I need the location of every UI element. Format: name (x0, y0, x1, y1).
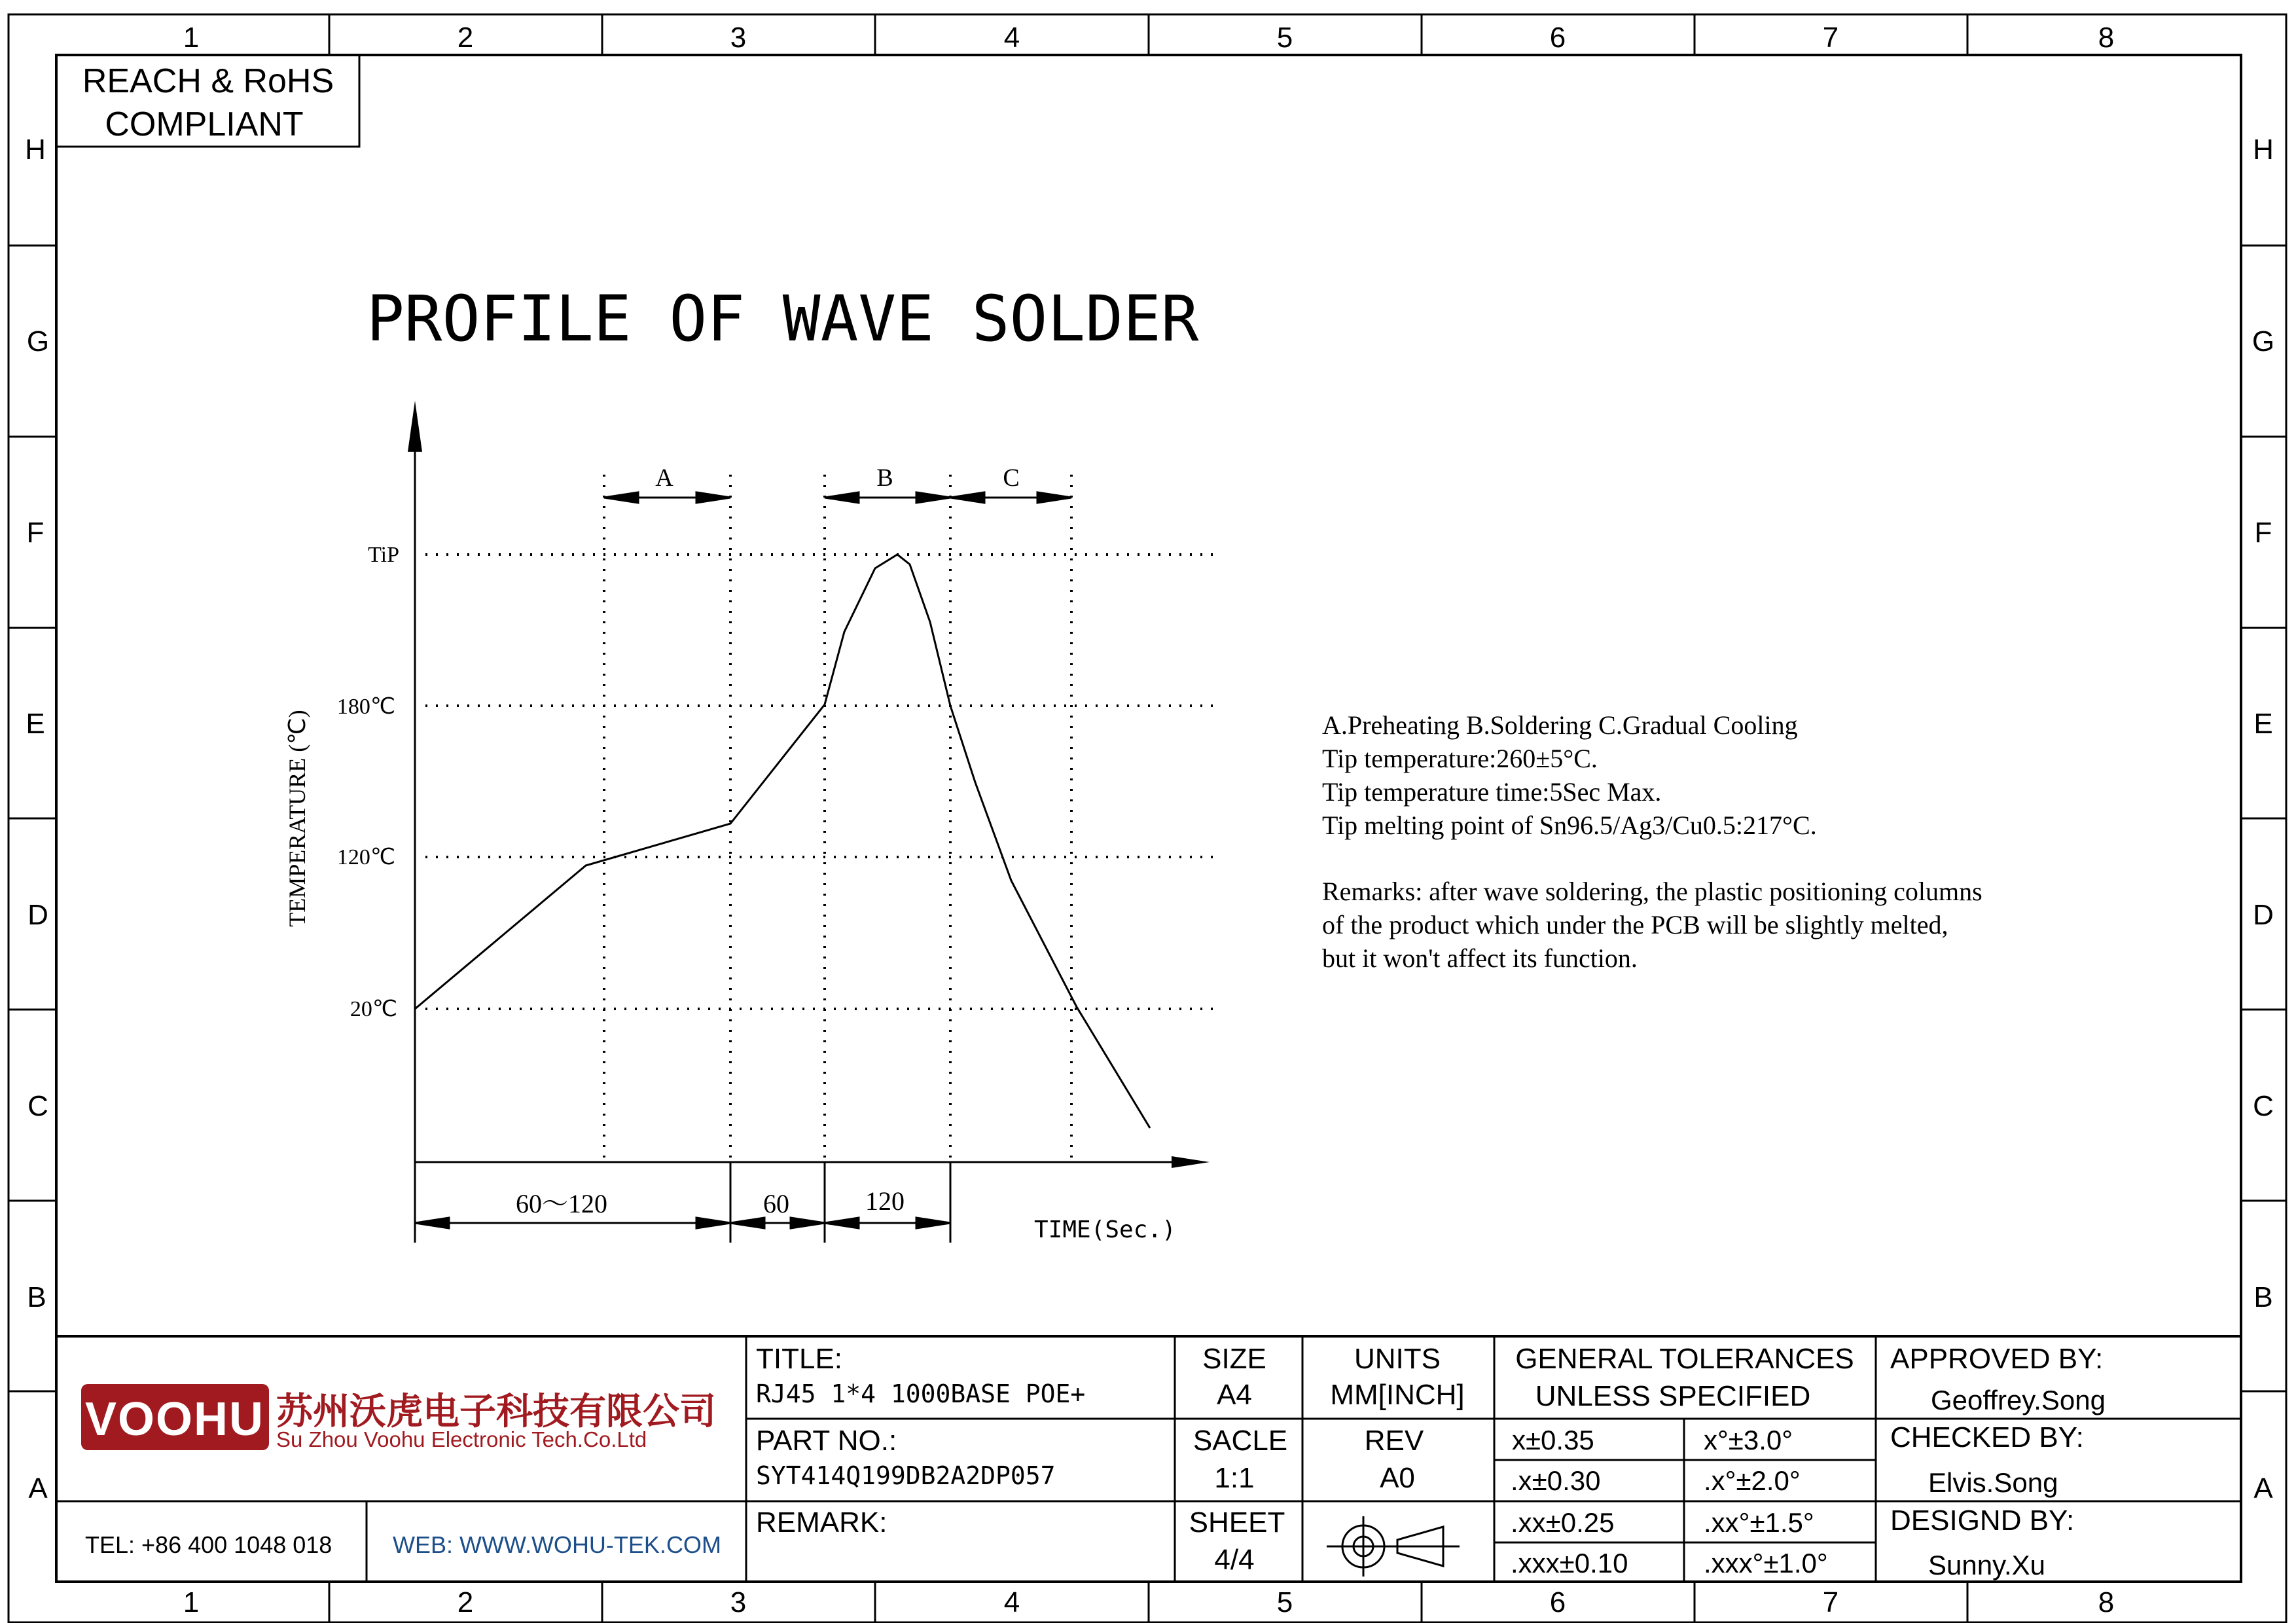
checked-label: CHECKED BY: (1890, 1421, 2084, 1453)
col-label-1-bottom: 1 (183, 1586, 200, 1618)
row-label-C-right: C (2253, 1090, 2274, 1122)
part-number-label: PART NO.: (756, 1425, 897, 1457)
row-label-F-right: F (2254, 517, 2272, 549)
company-name-en: Su Zhou Voohu Electronic Tech.Co.Ltd (276, 1427, 647, 1451)
company-name-cn: 苏州沃虎电子科技有限公司 (276, 1391, 716, 1432)
x-axis-label: TIME(Sec.) (1034, 1216, 1176, 1243)
units-value: MM[INCH] (1330, 1379, 1465, 1411)
tel-number: TEL: +86 400 1048 018 (85, 1531, 332, 1558)
badge-line-2: COMPLIANT (105, 105, 304, 143)
temp-label-120: 120℃ (336, 845, 395, 869)
tolerance-linear-3: .xxx±0.10 (1511, 1548, 1628, 1578)
zone-label-c: C (1003, 464, 1020, 492)
row-label-A-right: A (2253, 1472, 2273, 1504)
zone-label-a: A (655, 464, 673, 492)
note-line-4: Tip melting point of Sn96.5/Ag3/Cu0.5:217°C. (1322, 811, 1817, 840)
voohu-logo (81, 1384, 269, 1450)
remark-line-3: but it won't affect its function. (1322, 943, 1638, 973)
row-label-C: C (27, 1090, 48, 1122)
note-line-1: A.Preheating B.Soldering C.Gradual Cooling (1322, 710, 1798, 740)
zone-arrows (604, 492, 1071, 503)
designed-value: Sunny.Xu (1928, 1550, 2046, 1580)
col-label-2: 2 (457, 22, 474, 54)
tolerances-title-2: UNLESS SPECIFIED (1535, 1380, 1811, 1412)
drawing-title: PROFILE OF WAVE SOLDER (367, 282, 1199, 356)
row-label-B-right: B (2253, 1281, 2273, 1313)
process-notes (1322, 710, 1982, 973)
col-label-4-bottom: 4 (1003, 1586, 1020, 1618)
col-label-7: 7 (1822, 22, 1839, 54)
outer-frame (9, 14, 2286, 1622)
projection-symbol-icon (1327, 1516, 1460, 1577)
time-segment-3: 120 (865, 1186, 905, 1216)
y-axis-label: TEMPERATURE (℃) (284, 710, 310, 927)
size-value: A4 (1217, 1379, 1252, 1411)
col-label-6: 6 (1549, 22, 1566, 54)
col-label-1: 1 (183, 22, 200, 54)
time-segment-2: 60 (763, 1189, 789, 1218)
badge-line-1: REACH & RoHS (82, 62, 334, 100)
col-label-3: 3 (730, 22, 747, 54)
approved-label: APPROVED BY: (1890, 1343, 2104, 1375)
row-label-G-right: G (2251, 325, 2275, 357)
tolerance-angle-1: .x°±2.0° (1704, 1465, 1801, 1496)
row-label-G: G (26, 325, 50, 357)
row-label-H-right: H (2253, 134, 2274, 166)
rev-label: REV (1364, 1425, 1424, 1457)
scale-value: 1:1 (1214, 1462, 1255, 1494)
website-link[interactable]: WEB: WWW.WOHU-TEK.COM (393, 1531, 721, 1558)
y-axis-arrow (408, 401, 422, 452)
checked-value: Elvis.Song (1928, 1467, 2058, 1498)
time-segment-1: 60～120 (516, 1189, 607, 1218)
tolerance-linear-0: x±0.35 (1512, 1425, 1594, 1455)
col-label-4: 4 (1003, 22, 1020, 54)
row-label-E-right: E (2253, 708, 2273, 740)
note-line-2: Tip temperature:260±5°C. (1322, 744, 1598, 773)
x-axis-arrow (1172, 1156, 1210, 1168)
row-label-H: H (25, 134, 46, 166)
col-label-3-bottom: 3 (730, 1586, 747, 1618)
temp-label-180: 180℃ (336, 695, 395, 719)
col-label-5-bottom: 5 (1276, 1586, 1293, 1618)
tolerance-angle-0: x°±3.0° (1704, 1425, 1793, 1455)
units-label: UNITS (1354, 1343, 1441, 1375)
zone-label-b: B (876, 464, 893, 492)
sheet-value: 4/4 (1214, 1544, 1255, 1576)
title-label: TITLE: (756, 1343, 843, 1375)
tolerance-angle-3: .xxx°±1.0° (1704, 1548, 1828, 1578)
remark-line-2: of the product which under the PCB will be slightly melted, (1322, 910, 1948, 939)
temp-label-tip: TiP (368, 543, 399, 567)
reference-lines (425, 475, 1214, 1165)
col-label-8-bottom: 8 (2098, 1586, 2115, 1618)
row-label-D-right: D (2253, 899, 2274, 931)
tolerance-angle-2: .xx°±1.5° (1704, 1507, 1814, 1538)
row-label-B: B (27, 1281, 46, 1313)
row-label-F: F (26, 517, 45, 549)
row-label-A: A (28, 1472, 48, 1504)
remark-label: REMARK: (756, 1506, 888, 1539)
title-value: RJ45 1*4 1000BASE POE+ (756, 1379, 1086, 1408)
col-label-7-bottom: 7 (1822, 1586, 1839, 1618)
designed-label: DESIGND BY: (1890, 1504, 2075, 1537)
sheet-label: SHEET (1189, 1506, 1285, 1539)
col-label-8: 8 (2098, 22, 2115, 54)
rev-value: A0 (1380, 1462, 1415, 1494)
row-label-D: D (27, 899, 48, 931)
col-label-2-bottom: 2 (457, 1586, 474, 1618)
approved-value: Geoffrey.Song (1931, 1385, 2106, 1415)
logo-text: VOOHU (84, 1393, 265, 1446)
scale-label: SACLE (1193, 1425, 1288, 1457)
compliance-badge (56, 55, 359, 147)
size-label: SIZE (1202, 1343, 1266, 1375)
temp-label-20: 20℃ (350, 997, 397, 1021)
part-number-value: SYT414Q199DB2A2DP057 (756, 1461, 1056, 1490)
solder-profile-chart (284, 401, 1214, 1243)
col-label-6-bottom: 6 (1549, 1586, 1566, 1618)
note-line-3: Tip temperature time:5Sec Max. (1322, 777, 1662, 807)
col-label-5: 5 (1276, 22, 1293, 54)
tolerances-title-1: GENERAL TOLERANCES (1515, 1343, 1854, 1375)
row-label-E: E (26, 708, 45, 740)
tolerance-linear-1: .x±0.30 (1511, 1465, 1601, 1496)
tolerance-linear-2: .xx±0.25 (1511, 1507, 1615, 1538)
remark-line-1: Remarks: after wave soldering, the plastic positioning columns (1322, 877, 1982, 906)
temperature-curve (415, 555, 1150, 1128)
